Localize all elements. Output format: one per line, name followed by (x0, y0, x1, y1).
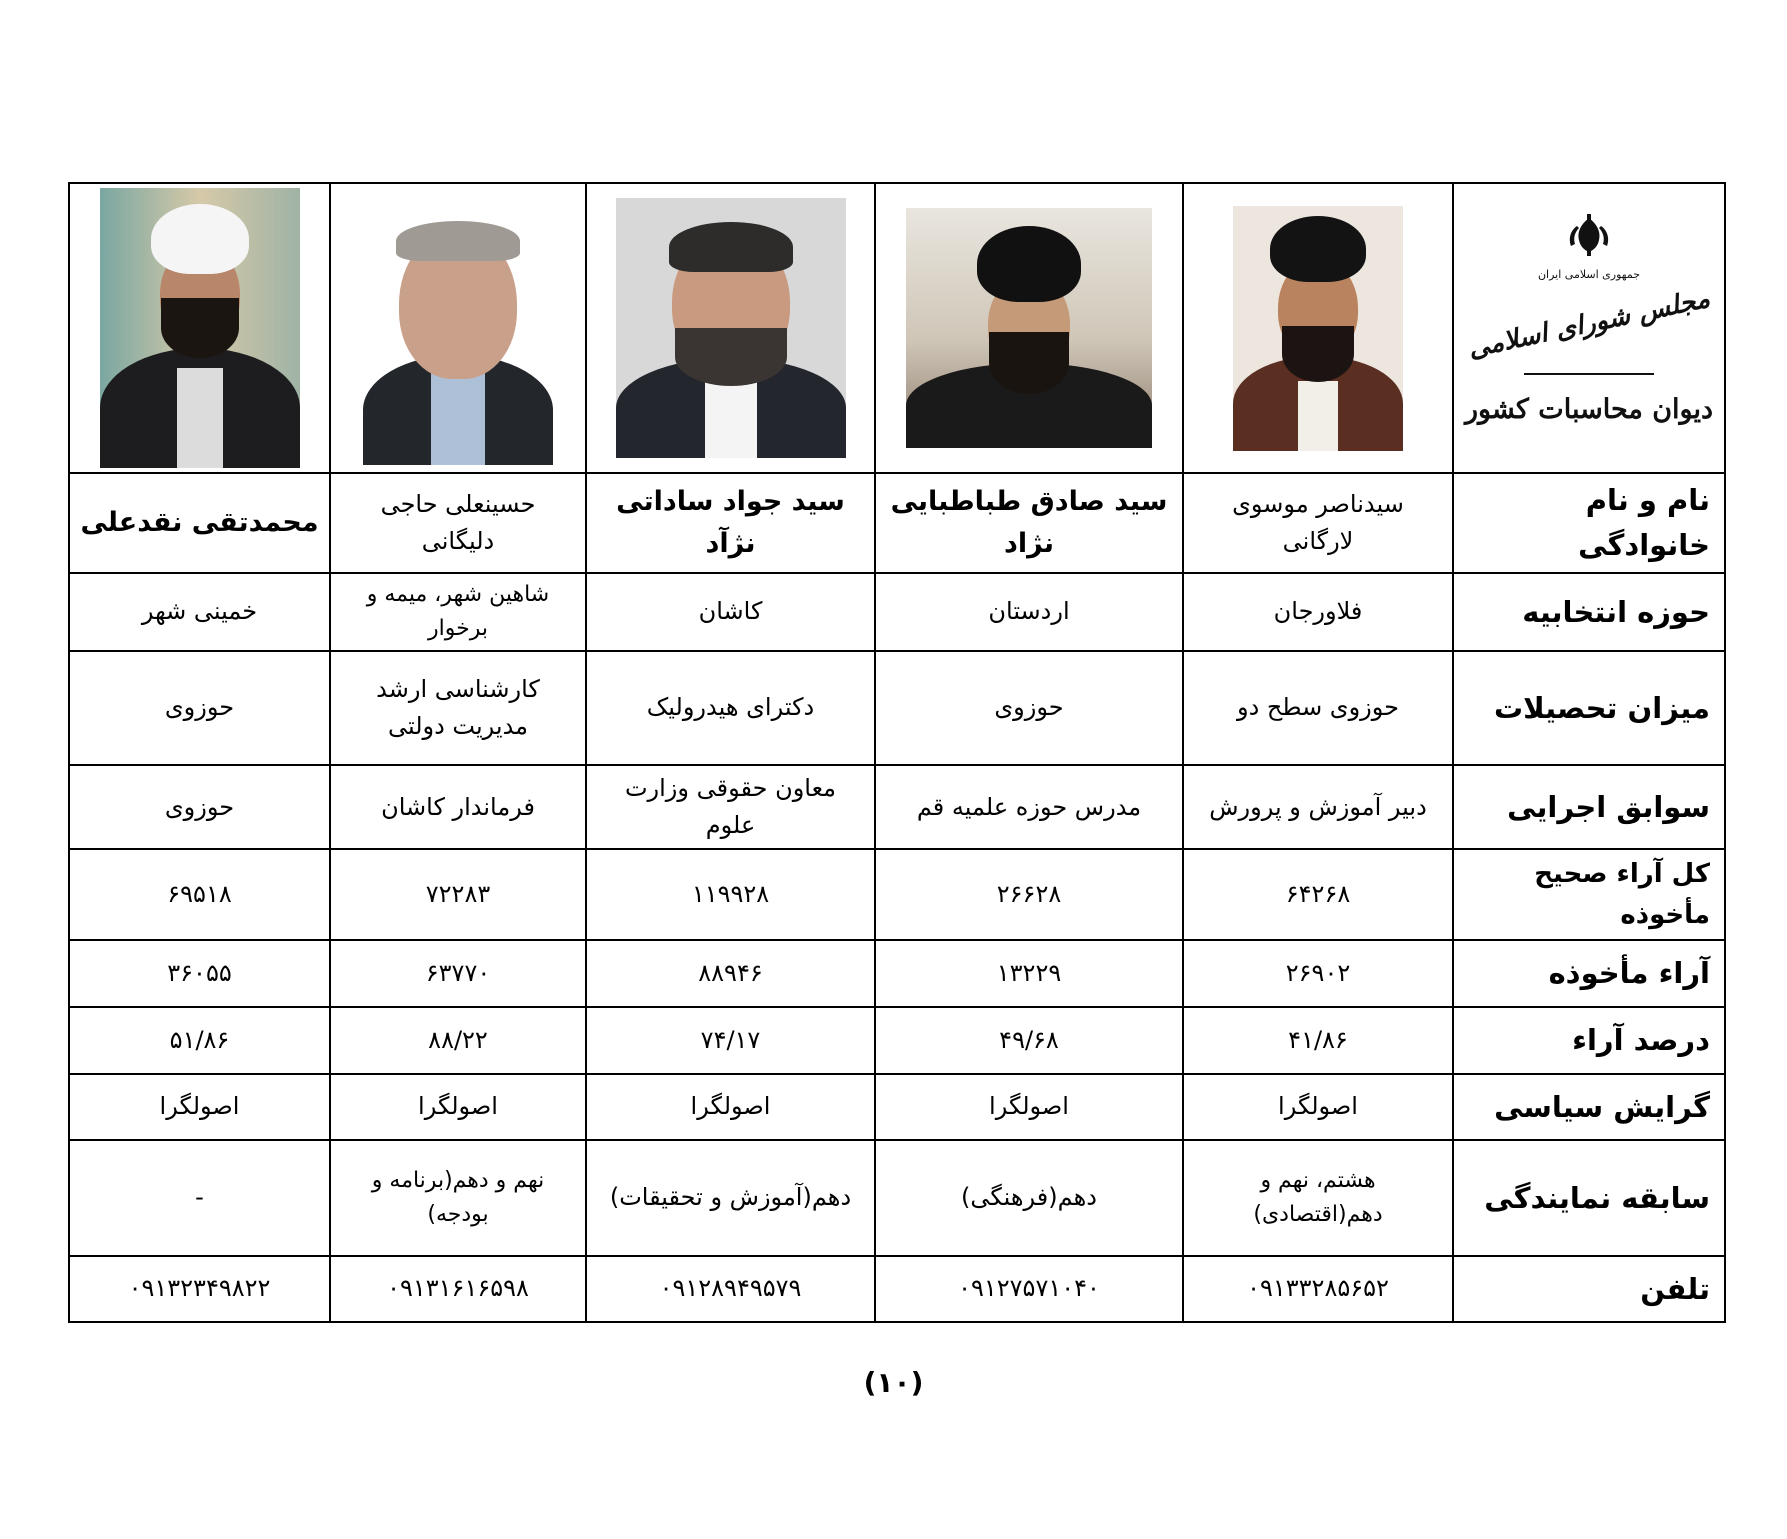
logo-line2: مجلس شورای اسلامی (1465, 283, 1713, 365)
cell-experience-5: حوزوی (69, 765, 330, 849)
photo-cell-3 (586, 183, 875, 473)
cell-education-5: حوزوی (69, 651, 330, 765)
logo-line3: دیوان محاسبات کشور (1464, 394, 1714, 426)
header-name: نام و نام خانوادگی (1453, 473, 1725, 573)
cell-experience-3: معاون حقوقی وزارت علوم (586, 765, 875, 849)
header-politics: گرایش سیاسی (1453, 1074, 1725, 1140)
cell-politics-2: اصولگرا (875, 1074, 1183, 1140)
header-district: حوزه انتخابیه (1453, 573, 1725, 651)
logo-cell (1453, 183, 1725, 473)
cell-total-votes-4: ۷۲۲۸۳ (330, 849, 586, 940)
cell-education-1: حوزوی سطح دو (1183, 651, 1453, 765)
cell-name-4: حسینعلی حاجی دلیگانی (330, 473, 586, 573)
header-total-votes: کل آراء صحیح مأخوذه (1453, 849, 1725, 940)
header-percent: درصد آراء (1453, 1007, 1725, 1074)
cell-experience-2: مدرس حوزه علمیه قم (875, 765, 1183, 849)
page-number: (۱۰) (863, 1366, 924, 1399)
cell-politics-1: اصولگرا (1183, 1074, 1453, 1140)
cell-votes-3: ۸۸۹۴۶ (586, 940, 875, 1007)
candidate-photo-3 (616, 198, 846, 458)
candidates-table (68, 182, 1726, 1323)
candidate-photo-4 (358, 191, 558, 465)
photo-cell-1 (1183, 183, 1453, 473)
header-experience: سوابق اجرایی (1453, 765, 1725, 849)
row-district (69, 573, 1725, 651)
cell-history-5: - (69, 1140, 330, 1256)
cell-votes-2: ۱۳۲۲۹ (875, 940, 1183, 1007)
cell-phone-5: ۰۹۱۳۲۳۴۹۸۲۲ (69, 1256, 330, 1322)
cell-total-votes-1: ۶۴۲۶۸ (1183, 849, 1453, 940)
cell-politics-3: اصولگرا (586, 1074, 875, 1140)
row-education (69, 651, 1725, 765)
cell-votes-5: ۳۶۰۵۵ (69, 940, 330, 1007)
cell-percent-4: ۸۸/۲۲ (330, 1007, 586, 1074)
cell-history-2: دهم(فرهنگی) (875, 1140, 1183, 1256)
candidate-photo-1 (1233, 206, 1403, 451)
cell-votes-1: ۲۶۹۰۲ (1183, 940, 1453, 1007)
row-name (69, 473, 1725, 573)
candidate-photo-5 (100, 188, 300, 468)
cell-total-votes-2: ۲۶۶۲۸ (875, 849, 1183, 940)
photo-row (69, 183, 1725, 473)
cell-percent-5: ۵۱/۸۶ (69, 1007, 330, 1074)
cell-history-4: نهم و دهم(برنامه و بودجه) (330, 1140, 586, 1256)
cell-education-2: حوزوی (875, 651, 1183, 765)
photo-cell-2 (875, 183, 1183, 473)
cell-total-votes-3: ۱۱۹۹۲۸ (586, 849, 875, 940)
cell-experience-1: دبیر آموزش و پرورش (1183, 765, 1453, 849)
header-history: سابقه نمایندگی (1453, 1140, 1725, 1256)
row-votes (69, 940, 1725, 1007)
header-education: میزان تحصیلات (1453, 651, 1725, 765)
cell-percent-3: ۷۴/۱۷ (586, 1007, 875, 1074)
cell-district-3: کاشان (586, 573, 875, 651)
cell-phone-1: ۰۹۱۳۳۲۸۵۶۵۲ (1183, 1256, 1453, 1322)
cell-politics-5: اصولگرا (69, 1074, 330, 1140)
row-total-votes (69, 849, 1725, 940)
logo-line1: جمهوری اسلامی ایران (1537, 268, 1641, 282)
cell-total-votes-5: ۶۹۵۱۸ (69, 849, 330, 940)
cell-history-1: هشتم، نهم و دهم(اقتصادی) (1183, 1140, 1453, 1256)
cell-phone-4: ۰۹۱۳۱۶۱۶۵۹۸ (330, 1256, 586, 1322)
cell-experience-4: فرماندار کاشان (330, 765, 586, 849)
cell-percent-1: ۴۱/۸۶ (1183, 1007, 1453, 1074)
header-phone: تلفن (1453, 1256, 1725, 1322)
row-phone (69, 1256, 1725, 1322)
cell-education-3: دکترای هیدرولیک (586, 651, 875, 765)
photo-cell-4 (330, 183, 586, 473)
row-percent (69, 1007, 1725, 1074)
candidate-photo-2 (906, 208, 1152, 448)
row-experience (69, 765, 1725, 849)
cell-name-1: سیدناصر موسوی لارگانی (1183, 473, 1453, 573)
majlis-emblem-logo (1464, 204, 1714, 444)
cell-name-5: محمدتقی نقدعلی (69, 473, 330, 573)
cell-votes-4: ۶۳۷۷۰ (330, 940, 586, 1007)
cell-district-5: خمینی شهر (69, 573, 330, 651)
cell-politics-4: اصولگرا (330, 1074, 586, 1140)
cell-phone-3: ۰۹۱۲۸۹۴۹۵۷۹ (586, 1256, 875, 1322)
cell-name-2: سید صادق طباطبایی نژاد (875, 473, 1183, 573)
photo-cell-5 (69, 183, 330, 473)
cell-name-3: سید جواد ساداتی نژآد (586, 473, 875, 573)
cell-history-3: دهم(آموزش و تحقیقات) (586, 1140, 875, 1256)
row-history (69, 1140, 1725, 1256)
cell-percent-2: ۴۹/۶۸ (875, 1007, 1183, 1074)
cell-phone-2: ۰۹۱۲۷۵۷۱۰۴۰ (875, 1256, 1183, 1322)
cell-district-1: فلاورجان (1183, 573, 1453, 651)
header-votes: آراء مأخوذه (1453, 940, 1725, 1007)
cell-district-2: اردستان (875, 573, 1183, 651)
row-politics (69, 1074, 1725, 1140)
cell-education-4: کارشناسی ارشد مدیریت دولتی (330, 651, 586, 765)
cell-district-4: شاهین شهر، میمه و برخوار (330, 573, 586, 651)
